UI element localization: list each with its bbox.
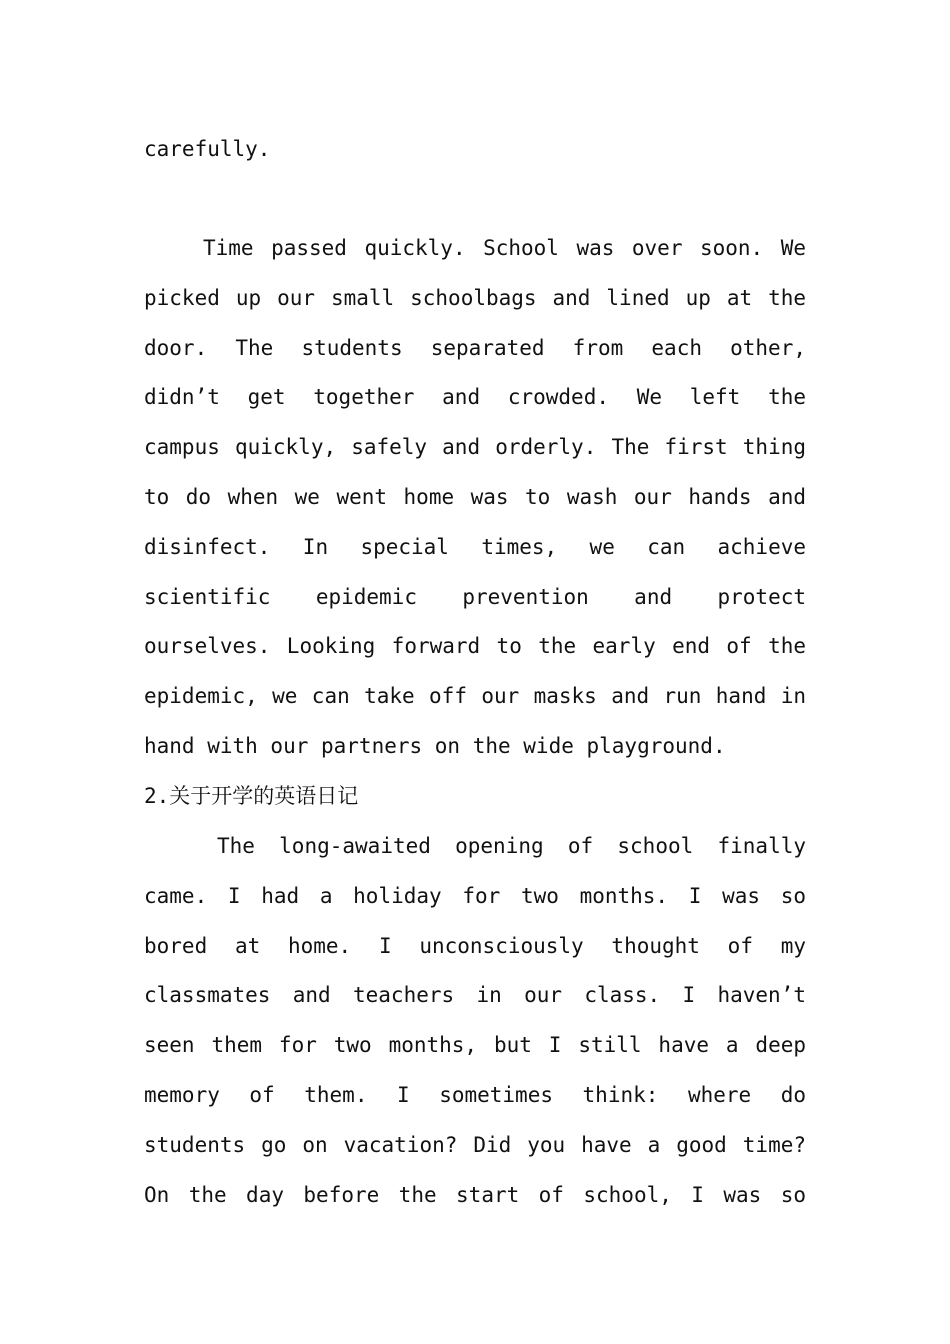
fragment-line: carefully. [144,137,271,161]
paragraph-1-line: hand with our partners on the wide playground. [144,733,726,758]
paragraph-1-line: to do when we went home was to wash our hands and [144,484,806,509]
paragraph-1-line: campus quickly, safely and orderly. The first thing [144,435,806,460]
paragraph-2-line: memory of them. I sometimes think: where do [144,1082,806,1107]
paragraph-2 [144,822,806,1220]
paragraph-2-line: seen them for two months, but I still have a deep [144,1033,806,1058]
paragraph-2-line: classmates and teachers in our class. I haven’t [144,983,806,1008]
paragraph-1 [144,224,806,772]
paragraph-2-line: On the day before the start of school, I was so [144,1182,806,1207]
paragraph-1-line: ourselves. Looking forward to the early end of the [144,634,806,659]
paragraph-1-line: Time passed quickly. School was over soon. We [203,236,806,260]
paragraph-1-line: didn’t get together and crowded. We left the [144,385,806,410]
section-heading: 2.关于开学的英语日记 [144,784,359,808]
paragraph-2-line: students go on vacation? Did you have a good time? [144,1132,806,1157]
paragraph-1-line: picked up our small schoolbags and lined up at the [144,285,806,310]
paragraph-2-line: came. I had a holiday for two months. I was so [144,883,806,908]
paragraph-1-line: scientific epidemic prevention and protect [144,584,806,609]
paragraph-1-line: epidemic, we can take off our masks and run hand in [144,684,806,709]
paragraph-1-line: disinfect. In special times, we can achieve [144,534,806,559]
paragraph-1-line: door. The students separated from each other, [144,335,806,360]
paragraph-2-line: bored at home. I unconsciously thought of my [144,933,806,958]
paragraph-2-line: The long-awaited opening of school finally [217,834,806,858]
fragment-line-block [144,125,806,175]
